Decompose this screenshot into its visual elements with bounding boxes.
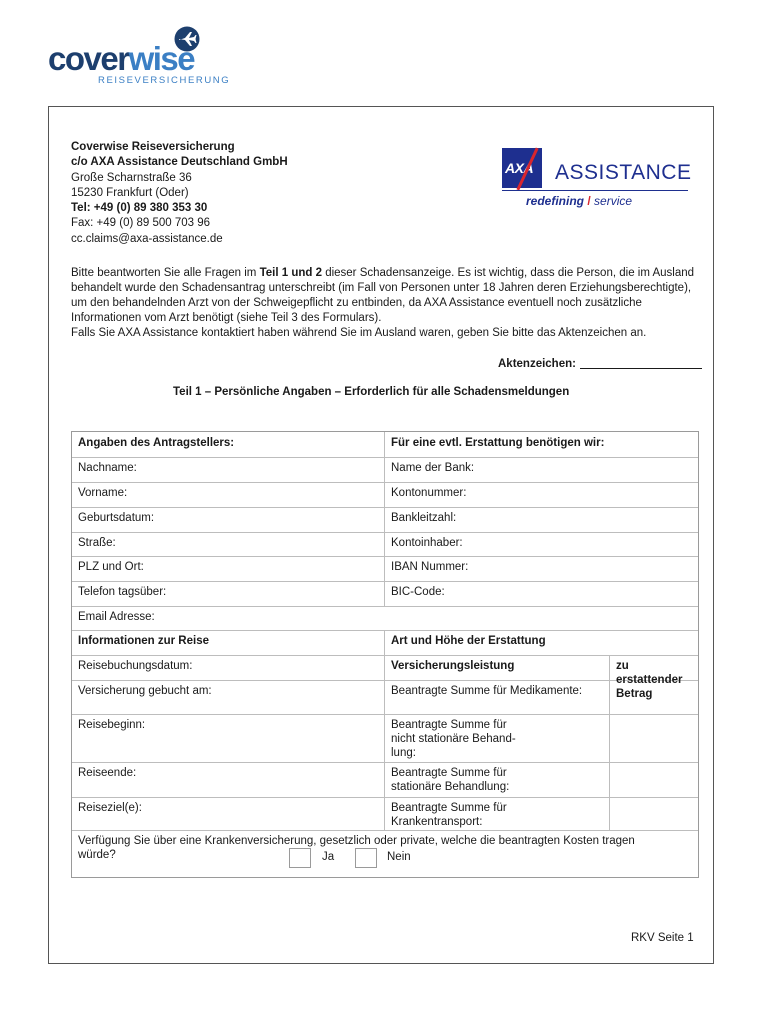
field-geburtsdatum[interactable]: Geburtsdatum: <box>72 507 385 532</box>
intro-paragraph-2: Falls Sie AXA Assistance kontaktiert haben während Sie im Ausland waren, geben Sie bitte das Aktenzeichen an. <box>71 327 647 339</box>
field-versicherung-gebucht[interactable]: Versicherung gebucht am: <box>72 680 385 714</box>
amount-medikamente[interactable] <box>610 680 698 714</box>
address-phone: Tel: +49 (0) 89 380 353 30 <box>71 202 208 215</box>
table-row[interactable] <box>72 556 698 582</box>
address-city: 15230 Frankfurt (Oder) <box>71 186 189 199</box>
table-row[interactable] <box>72 714 698 763</box>
amount-krankentransport[interactable] <box>610 797 698 830</box>
col-betrag: zu erstattender Betrag <box>616 660 683 700</box>
field-plz-ort[interactable]: PLZ und Ort: <box>72 556 385 581</box>
field-email[interactable]: Email Adresse: <box>78 611 155 623</box>
field-reiseziel[interactable]: Reiseziel(e): <box>72 797 385 830</box>
axa-assistance-logo <box>500 146 690 211</box>
table-row <box>72 630 698 656</box>
benefit-stationaer: Beantragte Summe für stationäre Behandlung: <box>385 762 610 797</box>
aktenzeichen-field[interactable]: Aktenzeichen: <box>498 358 702 370</box>
claim-form-table <box>71 431 699 878</box>
section-title: Teil 1 – Persönliche Angaben – Erforderlich für alle Schadensmeldungen <box>173 386 570 398</box>
address-care-of: c/o AXA Assistance Deutschland GmbH <box>71 156 288 169</box>
field-reisebuchungsdatum[interactable]: Reisebuchungsdatum: <box>72 655 385 680</box>
coverwise-logo <box>48 24 238 86</box>
yes-label: Ja <box>322 851 335 863</box>
field-strasse[interactable]: Straße: <box>72 532 385 556</box>
field-bank-name[interactable]: Name der Bank: <box>391 462 475 474</box>
address-email[interactable]: cc.claims@axa-assistance.de <box>71 232 223 245</box>
table-row[interactable] <box>72 680 698 715</box>
logo-wordmark: coverwise <box>48 40 195 77</box>
field-telefon[interactable]: Telefon tagsüber: <box>72 581 385 606</box>
header-applicant: Angaben des Antragstellers: <box>72 432 385 457</box>
table-row[interactable] <box>72 762 698 798</box>
header-refund-type: Art und Höhe der Erstattung <box>391 635 546 647</box>
amount-stationaer[interactable] <box>610 762 698 797</box>
header-travel-info: Informationen zur Reise <box>72 630 385 655</box>
table-row <box>72 432 698 458</box>
address-block <box>71 140 288 247</box>
table-row[interactable] <box>72 581 698 607</box>
axa-mark: AXA <box>502 148 542 188</box>
table-row[interactable] <box>72 457 698 483</box>
insurance-question: Verfügung Sie über eine Krankenversicherung, gesetzlich oder private, welche die beantragten Kosten tragen würde? <box>78 835 635 861</box>
table-row[interactable] <box>72 606 698 631</box>
field-nachname[interactable]: Nachname: <box>72 457 385 482</box>
intro-text <box>71 266 703 341</box>
field-reiseende[interactable]: Reiseende: <box>72 762 385 797</box>
field-kontonummer[interactable]: Kontonummer: <box>391 487 467 499</box>
table-row[interactable] <box>72 532 698 557</box>
intro-paragraph-1: Bitte beantworten Sie alle Fragen im Teil 1 und 2 dieser Schadensanzeige. Es ist wichtig, dass die Person, die im Ausland behandelt wurde den Schadensantrag unterschreibt (im Fall von Personen unter 18 Jahren deren Erziehungsberechtigte), um den behandelnden Arzt von der Schweigepflicht zu entbinden, da AXA Assistance eventuell noch zusätzliche Informationen vom Arzt benötigt (siehe Teil 3 des Formulars). <box>71 267 695 324</box>
yes-checkbox[interactable] <box>289 848 311 868</box>
axa-logo-title: ASSISTANCE <box>555 161 692 184</box>
table-row[interactable] <box>72 507 698 533</box>
address-street: Große Scharnstraße 36 <box>71 171 192 184</box>
no-checkbox[interactable] <box>355 848 377 868</box>
no-label: Nein <box>387 851 411 863</box>
field-kontoinhaber[interactable]: Kontoinhaber: <box>391 537 463 549</box>
address-fax: Fax: +49 (0) 89 500 703 96 <box>71 217 211 230</box>
benefit-krankentransport: Beantragte Summe für Krankentransport: <box>385 797 610 830</box>
benefit-ambulant: Beantragte Summe für nicht stationäre Behand-lung: <box>385 714 610 762</box>
table-row <box>72 830 698 877</box>
logo-subtitle: REISEVERSICHERUNG <box>98 75 231 86</box>
header-refund: Für eine evtl. Erstattung benötigen wir: <box>391 437 605 449</box>
page-number: RKV Seite 1 <box>631 932 694 944</box>
field-bankleitzahl[interactable]: Bankleitzahl: <box>391 512 457 524</box>
field-vorname[interactable]: Vorname: <box>72 482 385 507</box>
amount-ambulant[interactable] <box>610 714 698 762</box>
address-company: Coverwise Reiseversicherung <box>71 141 235 153</box>
field-reisebeginn[interactable]: Reisebeginn: <box>72 714 385 762</box>
table-row[interactable] <box>72 797 698 831</box>
benefit-medikamente: Beantragte Summe für Medikamente: <box>385 680 610 714</box>
field-iban[interactable]: IBAN Nummer: <box>391 561 469 573</box>
col-versicherungsleistung: Versicherungsleistung <box>385 655 610 680</box>
table-row[interactable] <box>72 482 698 508</box>
axa-tagline: redefining / service <box>526 194 633 208</box>
field-bic[interactable]: BIC-Code: <box>391 586 445 598</box>
